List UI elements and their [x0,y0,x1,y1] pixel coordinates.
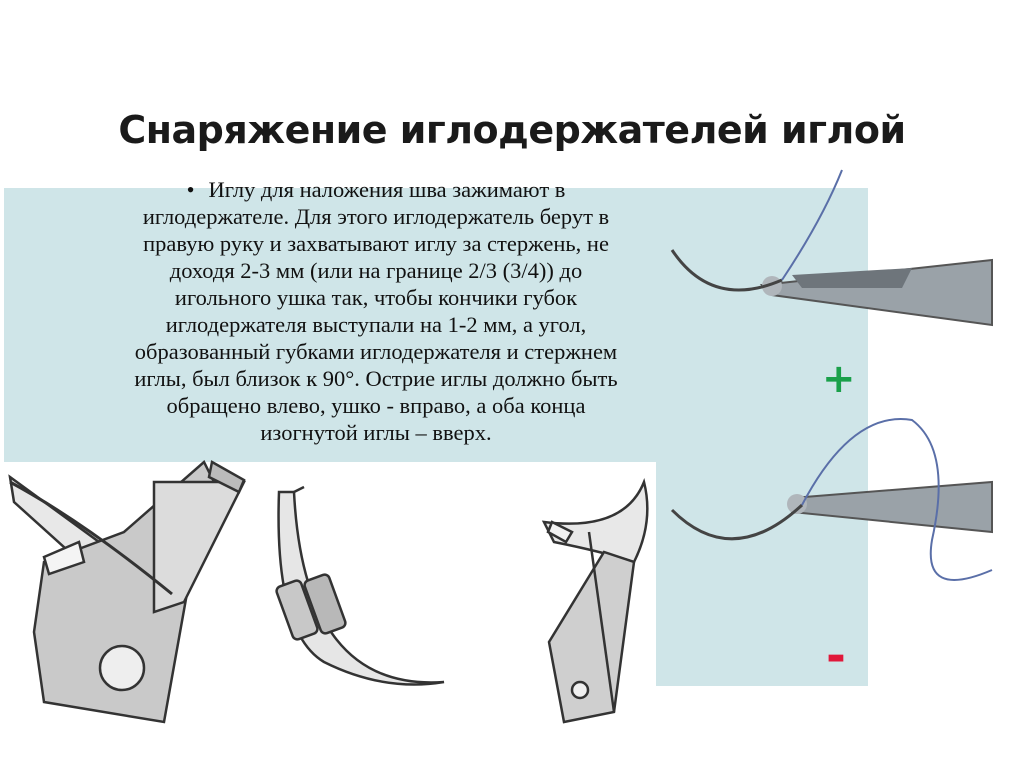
curved-needle-drawing [275,487,444,685]
body-line-7: образованный губками иглодержателя и стержнем [134,339,618,364]
minus-sign: - [826,628,846,684]
needle-holder-tip-drawing [544,482,647,722]
photo-correct-grip [672,170,992,325]
bullet-icon: • [186,177,195,202]
body-line-1 [56,176,696,203]
body-line-5: игольного ушка так, чтобы кончики губок [174,285,578,310]
plus-sign: + [822,356,856,402]
body-line-6: иглодержателя выступали на 1-2 мм, а угол, [165,312,587,337]
needle-holder-jaws-drawing [10,462,244,722]
body-line-9: обращено влево, ушко - вправо, а оба конца [166,393,586,418]
body-line-3: правую руку и захватывают иглу за стержень, не [143,231,609,256]
body-line-4: доходя 2-3 мм (или на границе 2/3 (3/4)) до [169,258,583,283]
body-line-8: иглы, был близок к 90°. Острие иглы должно быть [134,366,618,391]
body-line-1-text: Иглу для наложения шва зажимают в [208,177,566,202]
body-text [56,176,696,446]
body-line-10: изогнутой иглы – вверх. [260,420,492,445]
body-line-2: иглодержателе. Для этого иглодержатель берут в [142,204,610,229]
slide-title: Снаряжение иглодержателей иглой [118,108,906,152]
photo-incorrect-grip [672,419,992,580]
illustration-area [4,462,656,767]
needle-holder-illustrations [4,462,656,767]
